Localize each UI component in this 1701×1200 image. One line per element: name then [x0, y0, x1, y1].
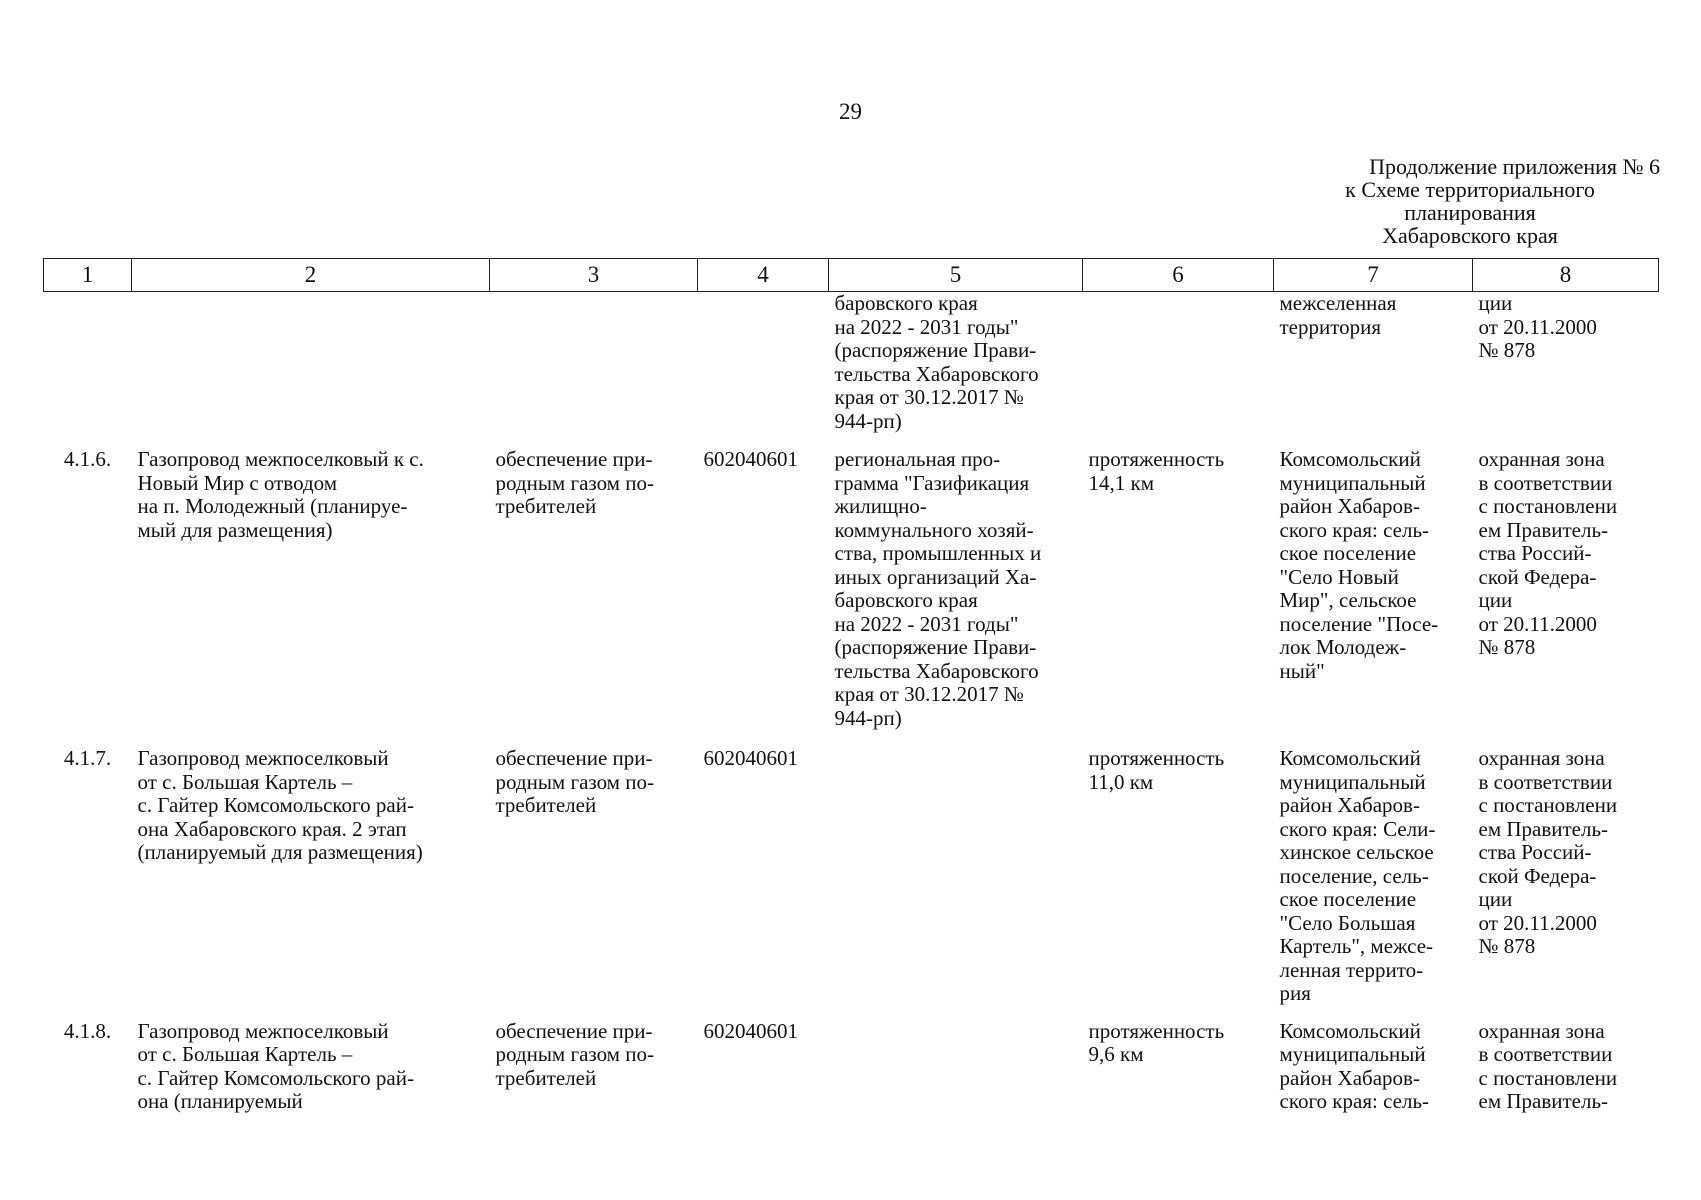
column-header: 1	[44, 259, 132, 292]
object-location: межселенная территория	[1279, 291, 1397, 339]
object-name: Газопровод межпоселковый от с. Большая Картель – с. Гайтер Комсомольского рай- она Хабаровского края. 2 этап (планируемый для размещения)	[137, 746, 423, 864]
column-header: 7	[1274, 259, 1473, 292]
row-number: 4.1.8.	[63, 1018, 112, 1043]
page-number: 29	[839, 99, 862, 124]
table-row	[44, 747, 1659, 1020]
object-name: Газопровод межпоселковый к с. Новый Мир с отводом на п. Молодежный (планируе- мый для размещения)	[137, 447, 424, 542]
protection-zone: ции от 20.11.2000 № 878	[1478, 291, 1597, 362]
appendix-line: Продолжение приложения № 6	[1369, 154, 1660, 179]
object-purpose	[490, 292, 698, 449]
object-code	[698, 292, 829, 449]
object-name	[132, 292, 490, 449]
column-header: 4	[698, 259, 829, 292]
table-row	[44, 292, 1659, 449]
column-header: 3	[490, 259, 698, 292]
appendix-line: к Схеме территориального	[1345, 177, 1595, 202]
object-location: Комсомольский муниципальный район Хабаров- ского края: сель- ское поселение "Село Новый Мир", сельское поселение "Посе- лок Молодеж- ный"	[1279, 447, 1439, 683]
table-row	[44, 448, 1659, 747]
column-number-row	[44, 259, 1659, 292]
object-length: протяженность 14,1 км	[1088, 447, 1225, 495]
appendix-line: планирования	[1404, 200, 1536, 225]
protection-zone: охранная зона в соответствии с постановлени ем Правитель-	[1478, 1018, 1618, 1113]
object-length: протяженность 9,6 км	[1088, 1018, 1225, 1066]
column-header: 6	[1083, 259, 1274, 292]
object-location: Комсомольский муниципальный район Хабаров- ского края: сель-	[1279, 1018, 1430, 1113]
object-location: Комсомольский муниципальный район Хабаров- ского края: Сели- хинское сельское поселение, сель- ское поселение "Село Большая Картель", межсе- ленная террито- рия	[1279, 746, 1436, 1005]
row-number: 4.1.7.	[63, 746, 112, 770]
protection-zone: охранная зона в соответствии с постановлени ем Правитель- ства Россий- ской Федера- ции от 20.11.2000 № 878	[1478, 746, 1618, 958]
object-code: 602040601	[703, 1018, 798, 1043]
appendix-line: Хабаровского края	[1382, 223, 1558, 248]
program-reference	[829, 1020, 1083, 1114]
object-purpose: обеспечение при- родным газом по- требителей	[495, 1018, 654, 1090]
column-header: 5	[829, 259, 1083, 292]
object-purpose: обеспечение при- родным газом по- требителей	[495, 447, 654, 518]
program-reference	[829, 747, 1083, 1020]
object-code: 602040601	[703, 746, 798, 770]
row-number: 4.1.6.	[63, 447, 112, 471]
objects-table	[43, 258, 1659, 1114]
object-length: протяженность 11,0 км	[1088, 746, 1225, 794]
table-row	[44, 1020, 1659, 1114]
object-name: Газопровод межпоселковый от с. Большая Картель – с. Гайтер Комсомольского рай- она (планируемый	[137, 1018, 414, 1113]
protection-zone: охранная зона в соответствии с постановлени ем Правитель- ства Россий- ской Федера- ции от 20.11.2000 № 878	[1478, 447, 1618, 659]
object-purpose: обеспечение при- родным газом по- требителей	[495, 746, 654, 817]
row-number	[44, 292, 132, 449]
object-code: 602040601	[703, 447, 798, 471]
program-reference: баровского края на 2022 - 2031 годы" (распоряжение Прави- тельства Хабаровского края от 30.12.2017 № 944-рп)	[834, 291, 1039, 433]
appendix-heading	[1280, 155, 1660, 247]
column-header: 2	[132, 259, 490, 292]
column-header: 8	[1473, 259, 1659, 292]
object-length	[1083, 292, 1274, 449]
program-reference: региональная про- грамма "Газификация жилищно- коммунального хозяй- ства, промышленных и иных организаций Ха- баровского края на 2022 - 2031 годы" (распоряжение Прави- тельства Хабаровского края от 30.12.2017 № 944-рп)	[834, 447, 1042, 730]
